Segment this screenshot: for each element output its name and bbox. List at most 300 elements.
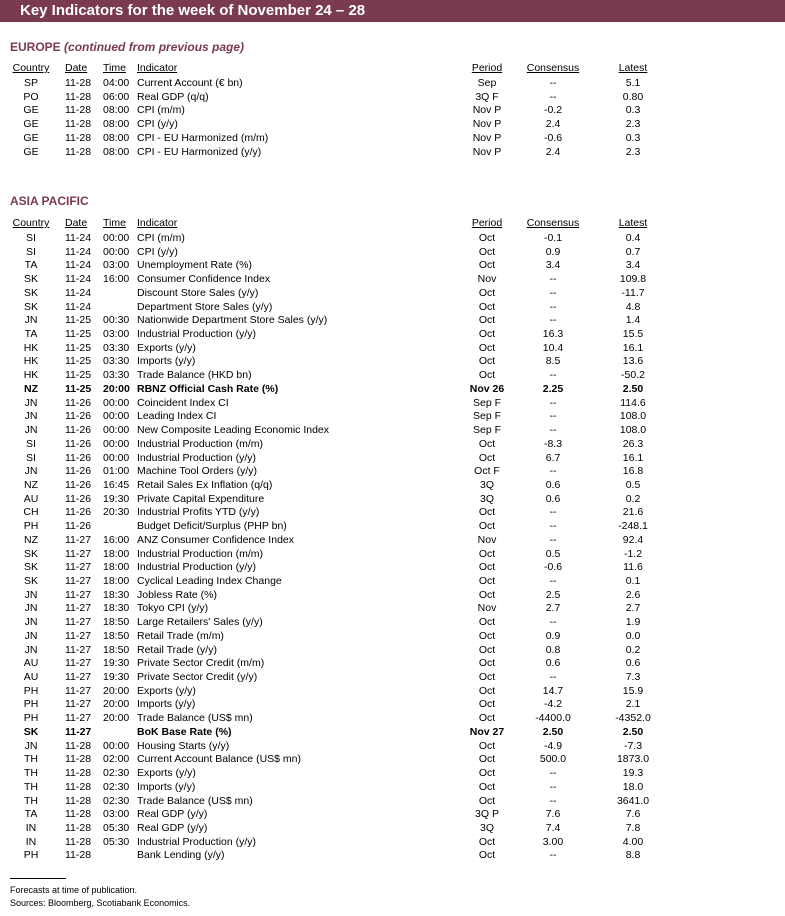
cell-date: 11-27 bbox=[65, 561, 92, 574]
cell-period: Nov bbox=[477, 602, 497, 615]
cell-consensus: 8.5 bbox=[545, 355, 561, 368]
cell-date: 11-24 bbox=[65, 286, 92, 299]
column-header-time: Time bbox=[103, 217, 126, 229]
cell-latest: 108.0 bbox=[619, 410, 647, 423]
cell-time: 00:00 bbox=[103, 232, 130, 244]
cell-period: Oct bbox=[478, 643, 496, 656]
cell-indicator: Exports (y/y) bbox=[137, 341, 196, 354]
cell-latest: 0.5 bbox=[625, 478, 641, 491]
cell-latest: -50.2 bbox=[621, 369, 645, 382]
cell-consensus: 7.4 bbox=[545, 821, 561, 834]
cell-date: 11-28 bbox=[65, 821, 92, 834]
cell-country: JN bbox=[24, 629, 38, 642]
cell-indicator: Trade Balance (US$ mn) bbox=[137, 794, 253, 807]
cell-consensus: 14.7 bbox=[542, 684, 564, 697]
column-header-latest: Latest bbox=[618, 217, 648, 229]
cell-latest: 7.8 bbox=[625, 821, 641, 834]
cell-indicator: Imports (y/y) bbox=[137, 355, 196, 368]
cell-country: TH bbox=[24, 753, 38, 766]
cell-time: 16:45 bbox=[103, 478, 130, 491]
cell-time: 02:30 bbox=[103, 794, 130, 807]
cell-date: 11-27 bbox=[65, 643, 92, 656]
europe-title: EUROPE bbox=[10, 40, 61, 54]
cell-indicator: Real GDP (y/y) bbox=[137, 808, 208, 821]
cell-country: JN bbox=[24, 465, 38, 478]
cell-indicator: Budget Deficit/Surplus (PHP bn) bbox=[137, 520, 287, 533]
cell-date: 11-28 bbox=[65, 131, 92, 144]
cell-time: 00:30 bbox=[103, 314, 130, 327]
cell-time: 06:00 bbox=[103, 90, 130, 103]
cell-date: 11-28 bbox=[65, 90, 92, 103]
cell-consensus: -8.3 bbox=[543, 437, 563, 450]
cell-period: Nov P bbox=[472, 145, 502, 158]
cell-indicator: Real GDP (q/q) bbox=[137, 90, 209, 103]
column-header-country: Country bbox=[12, 62, 50, 74]
cell-period: Oct bbox=[478, 616, 496, 629]
cell-latest: 1.4 bbox=[625, 314, 641, 327]
cell-indicator: Private Sector Credit (y/y) bbox=[137, 671, 258, 684]
cell-period: Oct bbox=[478, 657, 496, 670]
cell-consensus: 7.6 bbox=[545, 808, 561, 821]
cell-country: SI bbox=[26, 437, 36, 450]
cell-latest: -4352.0 bbox=[615, 712, 651, 725]
cell-period: Oct bbox=[478, 355, 496, 368]
cell-date: 11-25 bbox=[65, 369, 92, 382]
cell-time: 05:30 bbox=[103, 821, 130, 834]
cell-latest: 4.00 bbox=[622, 835, 644, 848]
cell-indicator: CPI - EU Harmonized (y/y) bbox=[137, 145, 262, 158]
cell-consensus: -0.6 bbox=[543, 561, 563, 574]
cell-consensus: -- bbox=[549, 410, 557, 423]
cell-latest: 2.50 bbox=[622, 725, 644, 738]
cell-country: TA bbox=[24, 259, 38, 272]
cell-time: 18:00 bbox=[103, 547, 130, 560]
cell-consensus: 2.50 bbox=[542, 725, 564, 738]
cell-period: 3Q bbox=[479, 492, 495, 505]
cell-country: HK bbox=[23, 369, 39, 382]
cell-period: Oct bbox=[478, 245, 496, 258]
cell-period: Nov bbox=[477, 273, 497, 286]
cell-period: Sep bbox=[477, 77, 497, 89]
cell-period: Oct F bbox=[474, 465, 500, 478]
cell-date: 11-26 bbox=[65, 410, 92, 423]
cell-country: SK bbox=[23, 547, 39, 560]
cell-consensus: 0.6 bbox=[545, 478, 561, 491]
europe-subtitle: (continued from previous page) bbox=[64, 40, 245, 54]
cell-indicator: Industrial Production (y/y) bbox=[137, 328, 257, 341]
cell-country: JN bbox=[24, 396, 38, 409]
cell-period: Oct bbox=[478, 547, 496, 560]
cell-indicator: Large Retailers' Sales (y/y) bbox=[137, 616, 263, 629]
cell-indicator: CPI (m/m) bbox=[137, 104, 185, 117]
cell-period: Oct bbox=[478, 671, 496, 684]
cell-time: 02:30 bbox=[103, 767, 130, 780]
cell-latest: 1.9 bbox=[625, 616, 641, 629]
cell-date: 11-25 bbox=[65, 341, 92, 354]
cell-country: SK bbox=[23, 286, 39, 299]
cell-date: 11-26 bbox=[65, 492, 92, 505]
cell-consensus: -- bbox=[549, 424, 557, 437]
cell-indicator: Machine Tool Orders (y/y) bbox=[137, 465, 258, 478]
cell-country: AU bbox=[23, 657, 39, 670]
cell-country: NZ bbox=[24, 478, 38, 491]
cell-period: 3Q bbox=[479, 478, 495, 491]
cell-country: IN bbox=[25, 835, 37, 848]
cell-date: 11-26 bbox=[65, 437, 92, 450]
cell-consensus: 2.7 bbox=[545, 602, 561, 615]
cell-latest: 1873.0 bbox=[616, 753, 650, 766]
cell-indicator: CPI (m/m) bbox=[137, 232, 185, 244]
column-header-consensus: Consensus bbox=[526, 217, 580, 229]
cell-country: IN bbox=[25, 821, 37, 834]
cell-country: JN bbox=[24, 410, 38, 423]
cell-time: 18:30 bbox=[103, 588, 130, 601]
cell-date: 11-24 bbox=[65, 259, 92, 272]
cell-consensus: -- bbox=[549, 616, 557, 629]
cell-period: Nov 26 bbox=[469, 382, 505, 395]
cell-consensus: -- bbox=[549, 369, 557, 382]
cell-time: 20:00 bbox=[103, 684, 130, 697]
cell-period: Oct bbox=[478, 520, 496, 533]
cell-indicator: Real GDP (y/y) bbox=[137, 821, 208, 834]
cell-latest: 2.3 bbox=[625, 145, 641, 158]
cell-latest: 18.0 bbox=[622, 780, 644, 793]
cell-country: PH bbox=[23, 520, 39, 533]
cell-indicator: Bank Lending (y/y) bbox=[137, 849, 225, 862]
cell-indicator: Industrial Production (y/y) bbox=[137, 561, 257, 574]
cell-indicator: Industrial Production (m/m) bbox=[137, 547, 264, 560]
cell-time: 20:30 bbox=[103, 506, 130, 519]
cell-latest: 0.4 bbox=[625, 232, 641, 244]
cell-indicator: CPI (y/y) bbox=[137, 118, 178, 131]
cell-date: 11-25 bbox=[65, 382, 92, 395]
cell-time: 03:00 bbox=[103, 259, 130, 272]
cell-time: 18:00 bbox=[103, 561, 130, 574]
cell-time: 18:50 bbox=[103, 616, 130, 629]
cell-time: 05:30 bbox=[103, 835, 130, 848]
cell-period: Oct bbox=[478, 629, 496, 642]
cell-indicator: Imports (y/y) bbox=[137, 698, 196, 711]
cell-country: PH bbox=[23, 698, 39, 711]
cell-country: HK bbox=[23, 341, 39, 354]
cell-period: Oct bbox=[478, 314, 496, 327]
cell-latest: 0.80 bbox=[622, 90, 644, 103]
cell-country: PH bbox=[23, 684, 39, 697]
cell-consensus: 6.7 bbox=[545, 451, 561, 464]
cell-indicator: Private Sector Credit (m/m) bbox=[137, 657, 265, 670]
cell-period: Oct bbox=[478, 780, 496, 793]
cell-consensus: -- bbox=[549, 520, 557, 533]
cell-latest: 92.4 bbox=[622, 533, 644, 546]
cell-consensus: -- bbox=[549, 506, 557, 519]
cell-time: 03:30 bbox=[103, 341, 130, 354]
cell-indicator: Nationwide Department Store Sales (y/y) bbox=[137, 314, 328, 327]
cell-period: Nov bbox=[477, 533, 497, 546]
cell-date: 11-28 bbox=[65, 77, 92, 89]
cell-consensus: -- bbox=[549, 300, 557, 313]
cell-time: 08:00 bbox=[103, 104, 130, 117]
column-header-consensus: Consensus bbox=[526, 62, 580, 74]
cell-indicator: Unemployment Rate (%) bbox=[137, 259, 252, 272]
cell-indicator: BoK Base Rate (%) bbox=[137, 725, 232, 738]
cell-date: 11-27 bbox=[65, 575, 92, 587]
cell-latest: 2.7 bbox=[625, 602, 641, 615]
cell-date: 11-26 bbox=[65, 396, 92, 409]
cell-time: 03:30 bbox=[103, 355, 130, 368]
cell-consensus: 3.00 bbox=[542, 835, 564, 848]
cell-consensus: -- bbox=[549, 273, 557, 286]
cell-latest: 0.3 bbox=[625, 104, 641, 117]
cell-time: 00:00 bbox=[103, 451, 130, 464]
cell-date: 11-27 bbox=[65, 588, 92, 601]
cell-latest: 0.2 bbox=[625, 492, 641, 505]
cell-time: 18:50 bbox=[103, 629, 130, 642]
cell-date: 11-28 bbox=[65, 780, 92, 793]
cell-latest: 114.6 bbox=[620, 396, 646, 409]
cell-date: 11-27 bbox=[65, 602, 92, 615]
cell-country: TH bbox=[24, 767, 38, 780]
cell-indicator: Retail Trade (m/m) bbox=[137, 629, 224, 642]
cell-country: SK bbox=[23, 575, 39, 587]
cell-consensus: 0.5 bbox=[545, 547, 561, 560]
cell-country: JN bbox=[24, 424, 38, 437]
asia-title: ASIA PACIFIC bbox=[10, 194, 89, 208]
cell-period: Oct bbox=[478, 794, 496, 807]
cell-period: Oct bbox=[478, 849, 496, 862]
cell-period: Oct bbox=[478, 437, 496, 450]
cell-latest: 2.3 bbox=[625, 118, 641, 131]
cell-time: 00:00 bbox=[103, 424, 130, 437]
cell-period: Oct bbox=[478, 767, 496, 780]
cell-date: 11-28 bbox=[65, 739, 92, 752]
cell-country: JN bbox=[24, 616, 38, 629]
cell-consensus: -- bbox=[549, 286, 557, 299]
cell-period: Oct bbox=[478, 451, 496, 464]
europe-section-title bbox=[10, 40, 244, 54]
cell-country: JN bbox=[24, 643, 38, 656]
cell-country: SK bbox=[23, 561, 39, 574]
cell-consensus: -- bbox=[549, 533, 557, 546]
cell-indicator: Industrial Production (y/y) bbox=[137, 451, 257, 464]
cell-country: CH bbox=[23, 506, 39, 519]
cell-country: SI bbox=[26, 232, 36, 244]
cell-period: Sep F bbox=[472, 410, 502, 423]
cell-date: 11-28 bbox=[65, 767, 92, 780]
cell-consensus: -0.6 bbox=[543, 131, 563, 144]
cell-time: 00:00 bbox=[103, 410, 130, 423]
cell-period: Oct bbox=[478, 712, 496, 725]
cell-indicator: Retail Sales Ex Inflation (q/q) bbox=[137, 478, 273, 491]
cell-date: 11-28 bbox=[65, 808, 92, 821]
cell-latest: 19.3 bbox=[622, 767, 644, 780]
cell-date: 11-28 bbox=[65, 753, 92, 766]
cell-time: 18:00 bbox=[103, 575, 130, 587]
footnote-rule bbox=[10, 878, 66, 879]
cell-period: Oct bbox=[478, 739, 496, 752]
cell-latest: 109.8 bbox=[619, 273, 647, 286]
cell-period: Oct bbox=[478, 341, 496, 354]
cell-consensus: 0.6 bbox=[545, 492, 561, 505]
cell-time: 20:00 bbox=[103, 712, 130, 725]
cell-consensus: 2.4 bbox=[545, 145, 561, 158]
cell-latest: 0.1 bbox=[625, 575, 641, 587]
cell-country: PH bbox=[23, 712, 39, 725]
cell-latest: -1.2 bbox=[623, 547, 643, 560]
cell-period: Oct bbox=[478, 286, 496, 299]
cell-time: 00:00 bbox=[103, 245, 130, 258]
cell-time: 16:00 bbox=[103, 533, 130, 546]
cell-latest: 108.0 bbox=[619, 424, 647, 437]
cell-date: 11-24 bbox=[65, 232, 92, 244]
cell-period: Nov P bbox=[472, 104, 502, 117]
cell-latest: 8.8 bbox=[625, 849, 641, 862]
cell-latest: 0.7 bbox=[625, 245, 641, 258]
cell-latest: 11.6 bbox=[623, 561, 643, 574]
cell-consensus: -0.1 bbox=[543, 232, 563, 244]
cell-time: 08:00 bbox=[103, 131, 130, 144]
cell-indicator: CPI (y/y) bbox=[137, 245, 178, 258]
cell-period: Oct bbox=[478, 561, 496, 574]
cell-period: Oct bbox=[478, 575, 496, 587]
cell-consensus: -4.9 bbox=[543, 739, 563, 752]
cell-consensus: 500.0 bbox=[539, 753, 567, 766]
cell-date: 11-27 bbox=[65, 725, 92, 738]
cell-date: 11-27 bbox=[65, 547, 92, 560]
cell-date: 11-26 bbox=[65, 520, 92, 533]
cell-time: 19:30 bbox=[103, 671, 130, 684]
cell-period: Sep F bbox=[472, 424, 502, 437]
cell-country: GE bbox=[23, 104, 39, 117]
cell-period: Oct bbox=[478, 698, 496, 711]
cell-country: JN bbox=[24, 314, 38, 327]
cell-country: SK bbox=[23, 725, 39, 738]
cell-latest: -11.7 bbox=[621, 286, 645, 299]
cell-period: Oct bbox=[478, 300, 496, 313]
cell-latest: 15.5 bbox=[622, 328, 644, 341]
cell-indicator: Department Store Sales (y/y) bbox=[137, 300, 273, 313]
cell-latest: 16.1 bbox=[622, 341, 644, 354]
cell-time: 00:00 bbox=[103, 396, 130, 409]
cell-period: 3Q P bbox=[475, 808, 499, 821]
column-header-time: Time bbox=[103, 62, 126, 74]
cell-period: Oct bbox=[478, 684, 496, 697]
cell-consensus: 0.6 bbox=[545, 657, 561, 670]
cell-country: PO bbox=[23, 90, 39, 103]
cell-time: 00:00 bbox=[103, 437, 130, 450]
cell-indicator: Jobless Rate (%) bbox=[137, 588, 217, 601]
cell-date: 11-27 bbox=[65, 657, 92, 670]
cell-date: 11-28 bbox=[65, 794, 92, 807]
cell-period: Nov P bbox=[472, 131, 502, 144]
cell-time: 04:00 bbox=[103, 77, 130, 89]
cell-time: 20:00 bbox=[103, 698, 130, 711]
cell-date: 11-26 bbox=[65, 465, 92, 478]
cell-latest: 15.9 bbox=[622, 684, 644, 697]
cell-latest: 0.6 bbox=[625, 657, 641, 670]
cell-consensus: -- bbox=[549, 671, 557, 684]
cell-country: HK bbox=[23, 355, 39, 368]
cell-consensus: 0.9 bbox=[545, 629, 561, 642]
cell-latest: 2.1 bbox=[625, 698, 641, 711]
cell-consensus: -- bbox=[549, 767, 557, 780]
cell-period: 3Q F bbox=[475, 90, 499, 103]
cell-time: 03:00 bbox=[103, 328, 130, 341]
cell-time: 08:00 bbox=[103, 145, 130, 158]
cell-consensus: -- bbox=[549, 780, 557, 793]
cell-period: Oct bbox=[478, 259, 496, 272]
cell-consensus: -0.2 bbox=[543, 104, 563, 117]
cell-country: TH bbox=[24, 794, 38, 807]
cell-latest: -248.1 bbox=[618, 520, 648, 533]
column-header-country: Country bbox=[12, 217, 50, 229]
cell-date: 11-28 bbox=[65, 104, 92, 117]
cell-indicator: Industrial Production (y/y) bbox=[137, 835, 257, 848]
cell-country: PH bbox=[23, 849, 39, 862]
cell-period: 3Q bbox=[479, 821, 495, 834]
cell-country: TH bbox=[24, 780, 38, 793]
cell-latest: 0.0 bbox=[625, 629, 641, 642]
cell-date: 11-27 bbox=[65, 671, 92, 684]
column-header-date: Date bbox=[65, 217, 88, 229]
cell-indicator: Cyclical Leading Index Change bbox=[137, 575, 282, 587]
cell-indicator: Discount Store Sales (y/y) bbox=[137, 286, 259, 299]
cell-latest: 3641.0 bbox=[616, 794, 650, 807]
cell-date: 11-28 bbox=[65, 118, 92, 131]
footnote-forecasts: Forecasts at time of publication. bbox=[10, 885, 138, 895]
cell-indicator: Current Account Balance (US$ mn) bbox=[137, 753, 301, 766]
cell-time: 03:00 bbox=[103, 808, 130, 821]
cell-time: 18:50 bbox=[103, 643, 130, 656]
cell-indicator: Coincident Index CI bbox=[137, 396, 229, 409]
cell-latest: 26.3 bbox=[622, 437, 644, 450]
cell-time: 18:30 bbox=[103, 602, 130, 615]
cell-latest: 0.2 bbox=[625, 643, 641, 656]
cell-indicator: RBNZ Official Cash Rate (%) bbox=[137, 382, 279, 395]
cell-consensus: -- bbox=[549, 77, 557, 89]
cell-country: SI bbox=[26, 245, 36, 258]
cell-date: 11-26 bbox=[65, 451, 92, 464]
cell-date: 11-27 bbox=[65, 712, 92, 725]
cell-latest: -7.3 bbox=[623, 739, 643, 752]
column-header-indicator: Indicator bbox=[137, 217, 178, 229]
cell-indicator: New Composite Leading Economic Index bbox=[137, 424, 330, 437]
cell-indicator: Industrial Profits YTD (y/y) bbox=[137, 506, 260, 519]
cell-consensus: -- bbox=[549, 465, 557, 478]
cell-indicator: Trade Balance (US$ mn) bbox=[137, 712, 253, 725]
cell-period: Oct bbox=[478, 369, 496, 382]
cell-date: 11-27 bbox=[65, 533, 92, 546]
cell-time: 00:00 bbox=[103, 739, 130, 752]
cell-country: AU bbox=[23, 671, 39, 684]
cell-consensus: 2.5 bbox=[545, 588, 561, 601]
cell-date: 11-27 bbox=[65, 698, 92, 711]
cell-latest: 16.1 bbox=[622, 451, 644, 464]
cell-latest: 5.1 bbox=[625, 77, 641, 89]
cell-country: GE bbox=[23, 145, 39, 158]
cell-period: Oct bbox=[478, 232, 496, 244]
cell-country: NZ bbox=[24, 382, 38, 395]
footnote-sources: Sources: Bloomberg, Scotiabank Economics. bbox=[10, 898, 191, 908]
cell-consensus: 0.8 bbox=[545, 643, 561, 656]
cell-time: 19:30 bbox=[103, 492, 130, 505]
cell-consensus: 10.4 bbox=[542, 341, 564, 354]
cell-date: 11-25 bbox=[65, 328, 92, 341]
cell-date: 11-27 bbox=[65, 616, 92, 629]
cell-consensus: 2.25 bbox=[542, 382, 564, 395]
cell-latest: 7.3 bbox=[625, 671, 641, 684]
cell-time: 02:00 bbox=[103, 753, 130, 766]
cell-date: 11-24 bbox=[65, 273, 92, 286]
